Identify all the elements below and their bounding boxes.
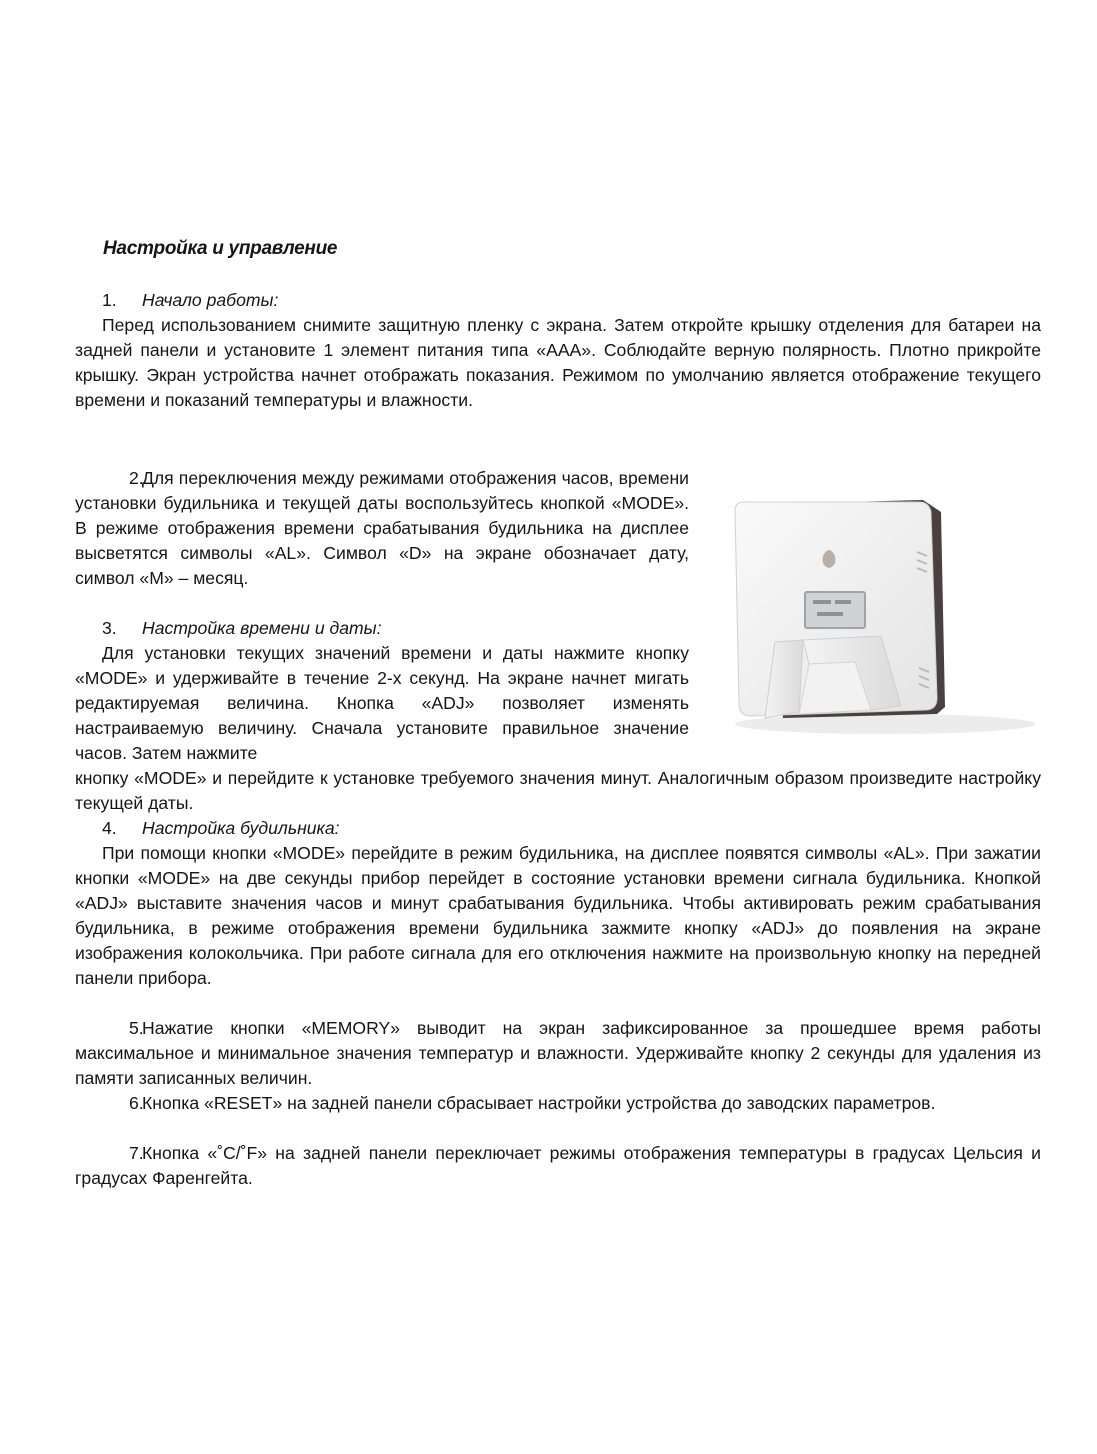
section-6 — [75, 1091, 1041, 1116]
section-3-text-narrow: Для установки текущих значений времени и даты нажмите кнопку «MODE» и удерживайте в течение 2-х секунд. На экране начнет мигать редактируемая величина. Кнопка «ADJ» позволяет изменять настраиваемую величину. Сначала установите правильное значение часов. Затем нажмите — [75, 643, 689, 763]
section-1 — [75, 288, 1041, 413]
section-1-text: Перед использованием снимите защитную пленку с экрана. Затем откройте крышку отделения для батареи на задней панели и установите 1 элемент питания типа «AAA». Соблюдайте верную полярность. Плотно прикройте крышку. Экран устройства начнет отображать показания. Режимом по умолчанию является отображение текущего времени и показаний температуры и влажности. — [75, 315, 1041, 410]
section-6-text: 6.Кнопка «RESET» на задней панели сбрасывает настройки устройства до заводских параметров. — [129, 1093, 936, 1113]
section-5 — [75, 1016, 1041, 1091]
section-4-title: 4. Настройка будильника: — [102, 818, 340, 838]
section-3-text-wide: кнопку «MODE» и перейдите к установке требуемого значения минут. Аналогичным образом произведите настройку текущей даты. — [75, 768, 1041, 813]
section-3-title: 3. Настройка времени и даты: — [102, 618, 382, 638]
section-4-text: При помощи кнопки «MODE» перейдите в режим будильника, на дисплее появятся символы «AL». При зажатии кнопки «MODE» на две секунды прибор перейдет в состояние установки времени сигнала будильника. Кнопкой «ADJ» выставите значения часов и минут срабатывания будильника. Чтобы активировать режим срабатывания будильника, в режиме отображения времени будильника зажмите кнопку «ADJ» до появления на экране изображения колокольчика. При работе сигнала для его отключения нажмите на произвольную кнопку на передней панели прибора. — [75, 843, 1041, 988]
section-3-continued — [75, 766, 1041, 816]
section-2 — [75, 466, 689, 591]
section-heading: Настройка и управление — [103, 238, 338, 259]
section-2-text: 2.Для переключения между режимами отображения часов, времени установки будильника и текущей даты воспользуйтесь кнопкой «MODE». В режиме отображения времени срабатывания будильника на дисплее высветятся символы «AL». Символ «D» на экране обозначает дату, символ «M» – месяц. — [75, 468, 689, 588]
section-5-text: 5.Нажатие кнопки «MEMORY» выводит на экран зафиксированное за прошедшее время работы максимальное и минимальное значения температур и влажности. Удерживайте кнопку 2 секунды для удаления из памяти записанных величин. — [75, 1018, 1041, 1088]
section-7 — [75, 1141, 1041, 1191]
section-4 — [75, 816, 1041, 991]
thermohygrometer-back-icon — [705, 492, 1055, 742]
section-3 — [75, 616, 689, 766]
section-7-text: 7.Кнопка «˚C/˚F» на задней панели переключает режимы отображения температуры в градусах Цельсия и градусах Фаренгейта. — [75, 1143, 1041, 1188]
section-1-title: 1. Начало работы: — [102, 290, 279, 310]
